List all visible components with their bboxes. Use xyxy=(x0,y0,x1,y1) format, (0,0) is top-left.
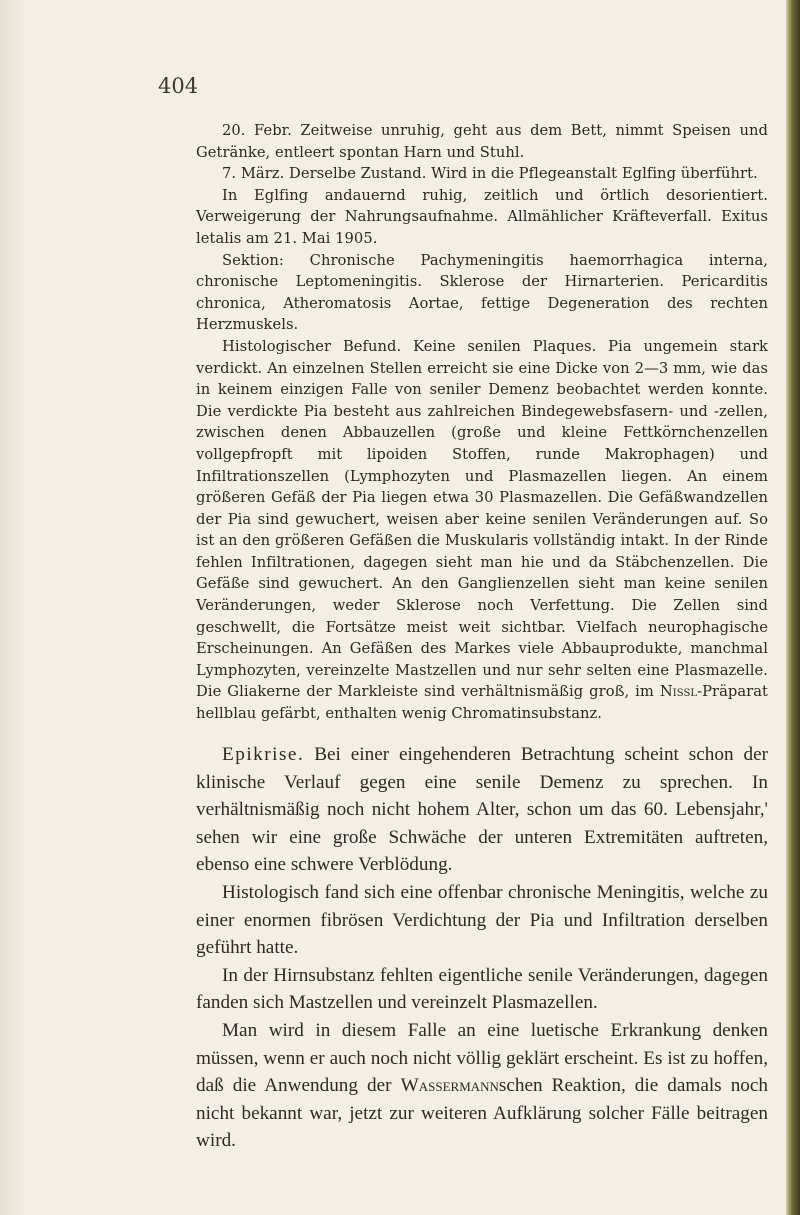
nissl-name: Nissl xyxy=(659,683,698,701)
epikrise-section xyxy=(196,741,768,1155)
case-report-text xyxy=(196,120,768,725)
epikrise-paragraph-2: Histologisch fand sich eine offenbar chronische Meningitis, welche zu einer enormen fibrösen Verdichtung der Pia und Infiltration derselben geführt hatte. xyxy=(196,881,768,959)
nissl-rest: -Präparat hellblau gefärbt, enthalten wenig Chromatinsubstanz. xyxy=(196,683,768,723)
epikrise-paragraph-4 xyxy=(196,1017,768,1155)
epikrise-text-1: Bei einer eingehenderen Betrachtung scheint schon der klinische Verlauf gegen eine senile Demenz zu sprechen. In verhältnismäßig noch nicht hohem Alter, schon um das 60. Lebensjahr,' sehen wir eine große Schwäche der unteren Extremitäten auftreten, ebenso eine schwere Verblödung. xyxy=(196,744,769,876)
scan-right-edge xyxy=(786,0,800,1215)
paragraph-febr-20: 20. Febr. Zeitweise unruhig, geht aus dem Bett, nimmt Speisen und Getränke, entleert spontan Harn und Stuhl. xyxy=(196,122,768,161)
scan-left-shadow xyxy=(0,0,28,1215)
epikrise-text-4b: schen Reaktion, die damals noch nicht bekannt war, jetzt zur weiteren Aufklärung solcher Fälle beitragen wird. xyxy=(196,1075,768,1152)
epikrise-text-4a: Man wird in diesem Falle an eine luetische Erkrankung denken müssen, wenn er auch noch nicht völlig geklärt erscheint. Es ist zu hoffen, daß die Anwendung der xyxy=(196,1019,768,1097)
paragraph-maerz-7: 7. März. Derselbe Zustand. Wird in die Pflegeanstalt Eglfing überführt. xyxy=(222,165,758,183)
paragraph-sektion: Sektion: Chronische Pachymeningitis haemorrhagica interna, chronische Leptomeningitis. Sklerose der Hirnarterien. Pericarditis chronica, Atheromatosis Aortae, fettige Degeneration des rechten Herzmuskels. xyxy=(196,251,768,334)
page-number: 404 xyxy=(158,74,199,98)
paragraph-eglfing: In Eglfing andauernd ruhig, zeitlich und örtlich desorientiert. Verweigerung der Nahrungsaufnahme. Allmählicher Kräfteverfall. Exitus letalis am 21. Mai 1905. xyxy=(196,186,768,247)
epikrise-paragraph-3: In der Hirnsubstanz fehlten eigentliche senile Veränderungen, dagegen fanden sich Mastzellen und vereinzelt Plasmazellen. xyxy=(196,964,768,1014)
epikrise-heading: Epikrise. xyxy=(222,744,305,765)
wassermann-name: Wassermann xyxy=(400,1075,499,1097)
histology-text: Histologischer Befund. Keine senilen Plaques. Pia ungemein stark verdickt. An einzelnen Stellen erreicht sie eine Dicke von 2—3 mm, wie das in keinem einzigen Falle von seniler Demenz beobachtet werden konnte. Die verdickte Pia besteht aus zahlreichen Bindegewebsfasern- und -zellen, zwischen denen Abbauzellen (große und kleine Fettkörnchenzellen vollgepfropft mit lipoiden Stoffen, runde Makrophagen) und Infiltrationszellen (Lymphozyten und Plasmazellen liegen. An einem größeren Gefäß der Pia liegen etwa 30 Plasmazellen. Die Gefäßwandzellen der Pia sind gewuchert, weisen aber keine senilen Veränderungen auf. So ist an den größeren Gefäßen die Muskularis vollständig intakt. In der Rinde fehlen Infiltrationen, dagegen sieht man hie und da Stäbchenzellen. Die Gefäße sind gewuchert. An den Ganglienzellen sieht man keine senilen Veränderungen, weder Sklerose noch Verfettung. Die Zellen sind geschwellt, die Fortsätze meist weit sichtbar. Vielfach neurophagische Erscheinungen. An Gefäßen des Markes viele Abbauprodukte, manchmal Lymphozyten, vereinzelte Mastzellen und nur sehr selten eine Plasmazelle. Die Gliakerne der Markleiste sind verhältnismäßig groß, im xyxy=(196,337,768,701)
epikrise-paragraph-1 xyxy=(196,741,768,879)
paragraph-histologischer-befund xyxy=(196,336,768,725)
